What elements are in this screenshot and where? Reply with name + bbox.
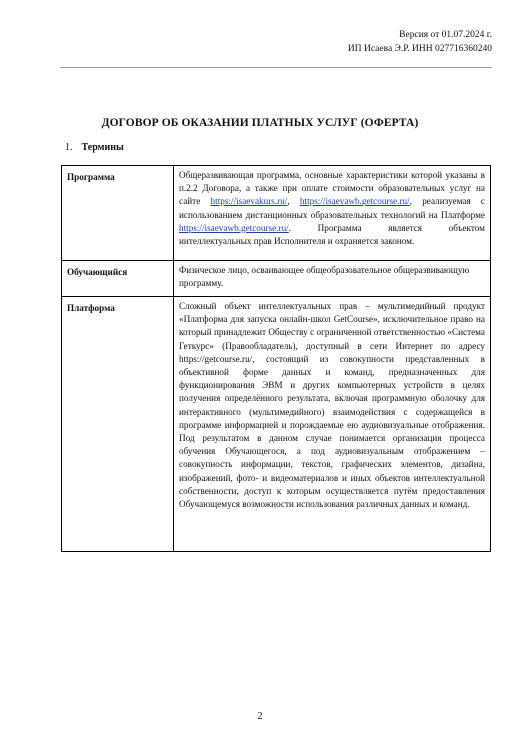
definition-program <box>174 166 491 261</box>
term-platform: Платформа <box>62 297 174 552</box>
platform-link[interactable]: https://isaevawb.getcourse.ru/ <box>179 222 289 233</box>
table-row <box>62 166 491 261</box>
table-row <box>62 261 491 297</box>
definition-text: Физическое лицо, осваивающее общеобразовательное общеразвивающую программу. <box>179 265 470 289</box>
term-student: Обучающийся <box>62 261 174 297</box>
getcourse-link[interactable]: https://isaevawb.getcourse.ru/ <box>299 196 410 207</box>
definition-text: , <box>287 196 300 207</box>
table-row <box>62 297 491 552</box>
definition-text: , реализуемая с использованием дистанционных образовательных технологий на Платформе <box>179 196 486 220</box>
definition-platform <box>174 297 491 552</box>
definition-text: . Программа является объектом интеллектуальных прав Исполнителя и охраняется законом. <box>179 222 485 247</box>
page-number: 2 <box>257 711 263 722</box>
version-line: Версия от 01.07.2024 г. <box>399 30 492 40</box>
term-program: Программа <box>62 166 174 261</box>
section-heading <box>65 142 124 153</box>
section-number: 1. <box>65 142 73 153</box>
definition-text: Общеразвивающая программа, основные характеристики которой указаны в п.2.2 Договора, а также при оплате стоимости образовательных услуг на сайте <box>179 170 485 207</box>
definition-text: Сложный объект интеллектуальных прав – мультимедийный продукт «Платформа для запуска онлайн-школ GetCourse», исключительное право на который принадлежит Обществу с ограниченной ответственностью «Система Геткурс» (Правообладатель), доступный в сети Интернет по адресу https://getcourse.ru/, состоящий из совокупности представленных в объективной форме данных и команд, предназначенных для функционирования ЭВМ и других компьютерных устройств в целях получения определённого результата, включая программную оболочку для интерактивного (мультимедийного) взаимодействия с содержащейся в программе информацией и порождаемые ею аудиовизуальные отображения. Под результатом в данном случае понимается организация процесса обучения Обучающегося, а под аудиовизуальным отображением – совокупность информации, текстов, графических элементов, дизайна, изображений, фото- и видеоматериалов и иных объектов интеллектуальной собственности, доступ к которым осуществляется путём предоставления Обучающемуся возможности использования различных данных и команд. <box>179 301 485 510</box>
definition-student <box>174 261 491 297</box>
section-label: Термины <box>81 142 124 153</box>
document-title: ДОГОВОР ОБ ОКАЗАНИИ ПЛАТНЫХ УСЛУГ (ОФЕРТА) <box>101 117 419 129</box>
document-header <box>348 28 492 56</box>
isaevakurs-link[interactable]: https://isaevakurs.ru/ <box>210 196 288 207</box>
header-divider <box>60 67 492 68</box>
owner-line: ИП Исаева Э.Р. ИНН 027716360240 <box>347 44 492 54</box>
terms-table <box>61 165 491 552</box>
